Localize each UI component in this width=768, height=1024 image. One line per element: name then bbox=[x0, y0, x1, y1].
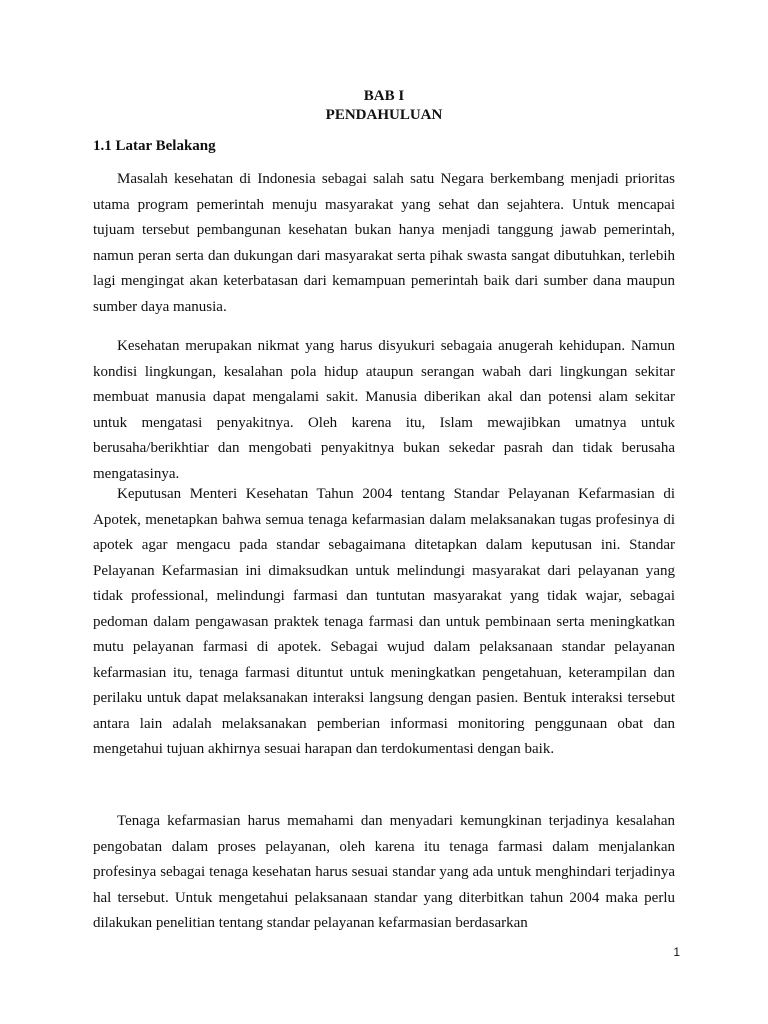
paragraph-2: Kesehatan merupakan nikmat yang harus disyukuri sebagaia anugerah kehidupan. Namun kondisi lingkungan, kesalahan pola hidup ataupun serangan wabah dari lingkungan sekitar membuat manusia dapat mengalami sakit. Manusia diberikan akal dan potensi alam sekitar untuk mengatasi penyakitnya. Oleh karena itu, Islam mewajibkan umatnya untuk berusaha/berikhtiar dan mengobati penyakitnya bukan sekedar pasrah dan tidak berusaha mengatasinya. bbox=[93, 338, 675, 482]
paragraph-4: Tenaga kefarmasian harus memahami dan menyadari kemungkinan terjadinya kesalahan pengobatan dalam proses pelayanan, oleh karena itu tenaga farmasi dalam menjalankan profesinya sebagai tenaga kesehatan harus sesuai standar yang ada untuk menghindari terjadinya hal tersebut. Untuk mengetahui pelaksanaan standar yang diterbitkan tahun 2004 maka perlu dilakukan penelitian tentang standar pelayanan kefarmasian berdasarkan bbox=[93, 813, 675, 931]
chapter-title: PENDAHULUAN bbox=[325, 107, 443, 123]
section-title: 1.1 Latar Belakang bbox=[93, 138, 216, 154]
paragraph-1: Masalah kesehatan di Indonesia sebagai salah satu Negara berkembang menjadi prioritas utama program pemerintah menuju masyarakat yang sehat dan sejahtera. Untuk mencapai tujuam tersebut pembangunan kesehatan bukan hanya menjadi tanggung jawab pemerintah, namun peran serta dan dukungan dari masyarakat serta pihak swasta sangat dibutuhkan, terlebih lagi mengingat akan keterbatasan dari kemampuan pemerintah baik dari sumber dana maupun sumber daya manusia. bbox=[93, 171, 675, 315]
page-number: 1 bbox=[673, 945, 680, 959]
paragraph-3: Keputusan Menteri Kesehatan Tahun 2004 tentang Standar Pelayanan Kefarmasian di Apotek, menetapkan bahwa semua tenaga kefarmasian dalam melaksanakan tugas profesinya di apotek agar mengacu pada standar sebagaimana ditetapkan dalam keputusan ini. Standar Pelayanan Kefarmasian ini dimaksudkan untuk melindungi masyarakat dari pelayanan yang tidak professional, melindungi farmasi dan tuntutan masyarakat yang tidak wajar, sebagai pedoman dalam pengawasan praktek tenaga farmasi dan untuk pembinaan serta meningkatkan mutu pelayanan farmasi di apotek. Sebagai wujud dalam pelaksanaan standar pelayanan kefarmasian itu, tenaga farmasi dituntut untuk meningkatkan pengetahuan, keterampilan dan perilaku untuk dapat melaksanakan interaksi langsung dengan pasien. Bentuk interaksi tersebut antara lain adalah melaksanakan pemberian informasi monitoring penggunaan obat dan mengetahui tujuan akhirnya sesuai harapan dan terdokumentasi dengan baik. bbox=[93, 486, 675, 757]
chapter-label: BAB I bbox=[363, 88, 405, 104]
